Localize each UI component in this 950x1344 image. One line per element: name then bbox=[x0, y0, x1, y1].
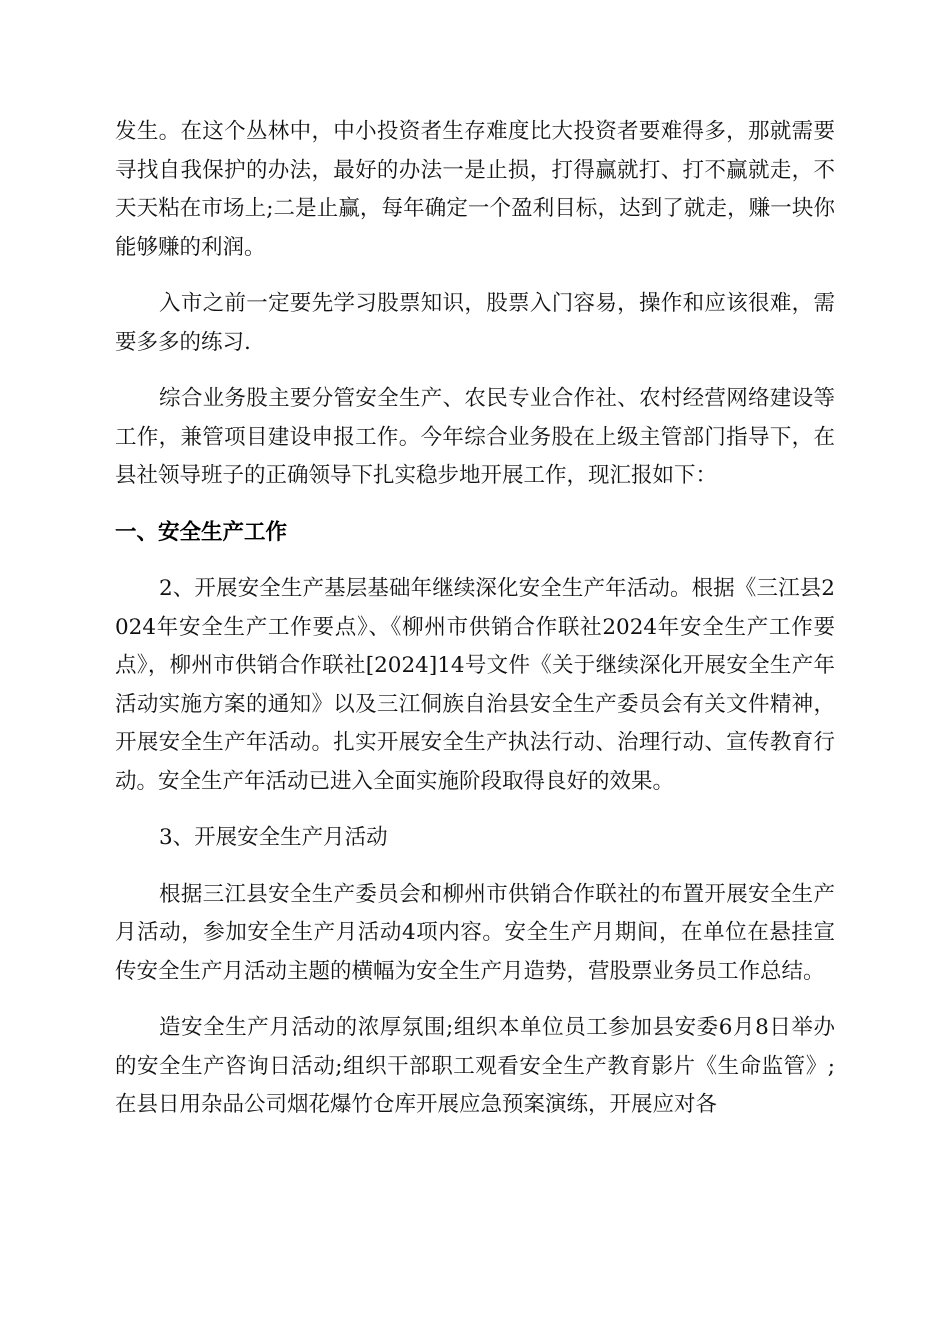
paragraph-safety-month-heading: 3、开展安全生产月活动 bbox=[159, 825, 388, 850]
paragraph-department-overview: 综合业务股主要分管安全生产、农民专业合作社、农村经营网络建设等工作，兼管项目建设申报工作。今年综合业务股在上级主管部门指导下，在县社领导班子的正确领导下扎实稳步地开展工作，现汇报如下： bbox=[115, 386, 835, 488]
paragraph-safety-month-activities: 造安全生产月活动的浓厚氛围;组织本单位员工参加县安委6月8日举办的安全生产咨询日活动;组织干部职工观看安全生产教育影片《生命监管》;在县日用杂品公司烟花爆竹仓库开展应急预案演练，开展应对各 bbox=[115, 1015, 835, 1117]
document-body bbox=[115, 113, 835, 1143]
paragraph-continuation: 发生。在这个丛林中，中小投资者生存难度比大投资者要难得多，那就需要寻找自我保护的办法，最好的办法一是止损，打得赢就打、打不赢就走，不天天粘在市场上;二是止赢，每年确定一个盈利目标，达到了就走，赚一块你能够赚的利润。 bbox=[115, 119, 835, 260]
paragraph-safety-year-activity: 2、开展安全生产基层基础年继续深化安全生产年活动。根据《三江县2024年安全生产工作要点》、《柳州市供销合作联社2024年安全生产工作要点》，柳州市供销合作联社[2024]14号文件《关于继续深化开展安全生产年活动实施方案的通知》以及三江侗族自治县安全生产委员会有关文件精神，开展安全生产年活动。扎实开展安全生产执法行动、治理行动、宣传教育行动。安全生产年活动已进入全面实施阶段取得良好的效果。 bbox=[115, 576, 835, 794]
section-heading-safety: 一、安全生产工作 bbox=[115, 519, 288, 545]
paragraph-stock-advice: 入市之前一定要先学习股票知识，股票入门容易，操作和应该很难，需要多多的练习. bbox=[115, 291, 835, 355]
paragraph-safety-month-details: 根据三江县安全生产委员会和柳州市供销合作联社的布置开展安全生产月活动，参加安全生产月活动4项内容。安全生产月期间，在单位在悬挂宣传安全生产月活动主题的横幅为安全生产月造势，营股票业务员工作总结。 bbox=[115, 881, 835, 984]
